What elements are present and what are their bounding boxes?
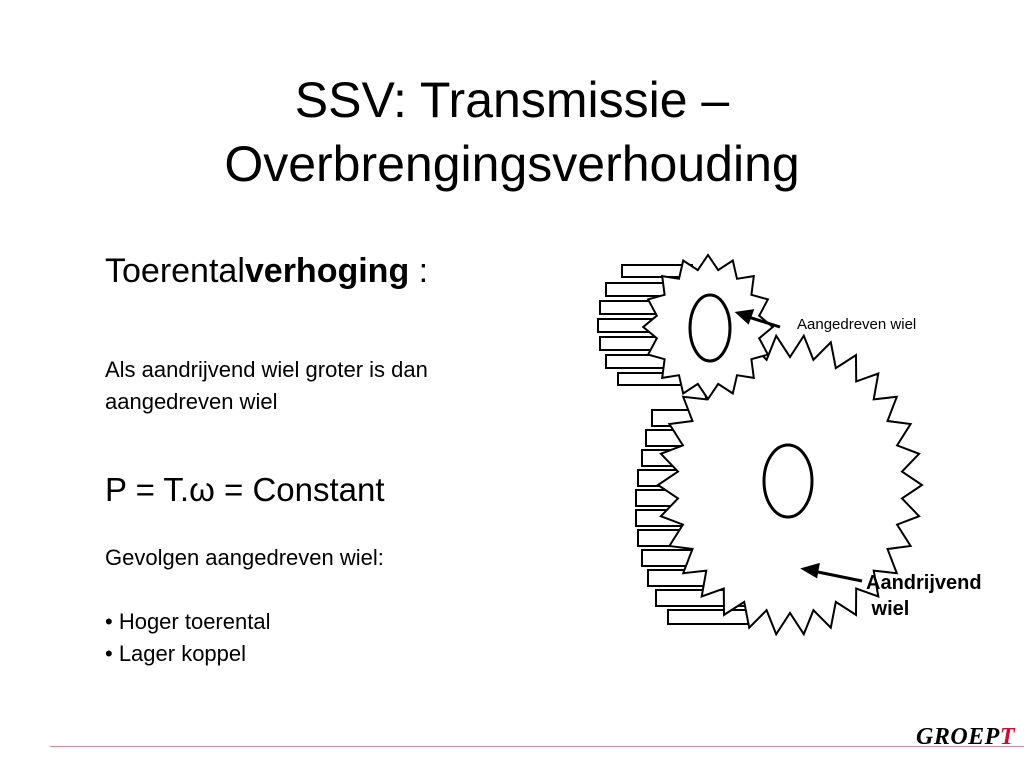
title-line-1: SSV: Transmissie – xyxy=(294,72,730,128)
logo-accent: T xyxy=(999,724,1016,750)
big-gear-hole xyxy=(764,445,812,517)
slide-content xyxy=(105,250,565,670)
slide-title xyxy=(0,68,1024,196)
label-driven-wheel: Aangedreven wiel xyxy=(797,316,917,333)
title-line-2: Overbrengingsverhouding xyxy=(224,136,800,192)
heading-bold: verhoging xyxy=(244,252,410,290)
section-heading xyxy=(105,250,565,292)
result-heading: Gevolgen aangedreven wiel: xyxy=(105,545,384,570)
label-driving-wheel: Aandrijvend wiel xyxy=(866,572,982,620)
result-list xyxy=(105,606,565,670)
paragraph-line-1: Als aandrijvend wiel groter is dan xyxy=(105,357,428,382)
list-item: • Lager koppel xyxy=(105,641,247,666)
power-formula: P = T.ω = Constant xyxy=(105,471,385,508)
condition-paragraph xyxy=(105,354,565,418)
list-item: • Hoger toerental xyxy=(105,609,271,634)
paragraph-line-2: aangedreven wiel xyxy=(105,389,278,414)
footer-divider xyxy=(50,746,1024,747)
logo-text: GROEP xyxy=(916,724,1000,750)
heading-suffix: : xyxy=(409,252,429,290)
heading-prefix: Toerental xyxy=(105,252,245,290)
small-gear-hole xyxy=(690,295,730,361)
groept-logo xyxy=(916,724,1015,751)
